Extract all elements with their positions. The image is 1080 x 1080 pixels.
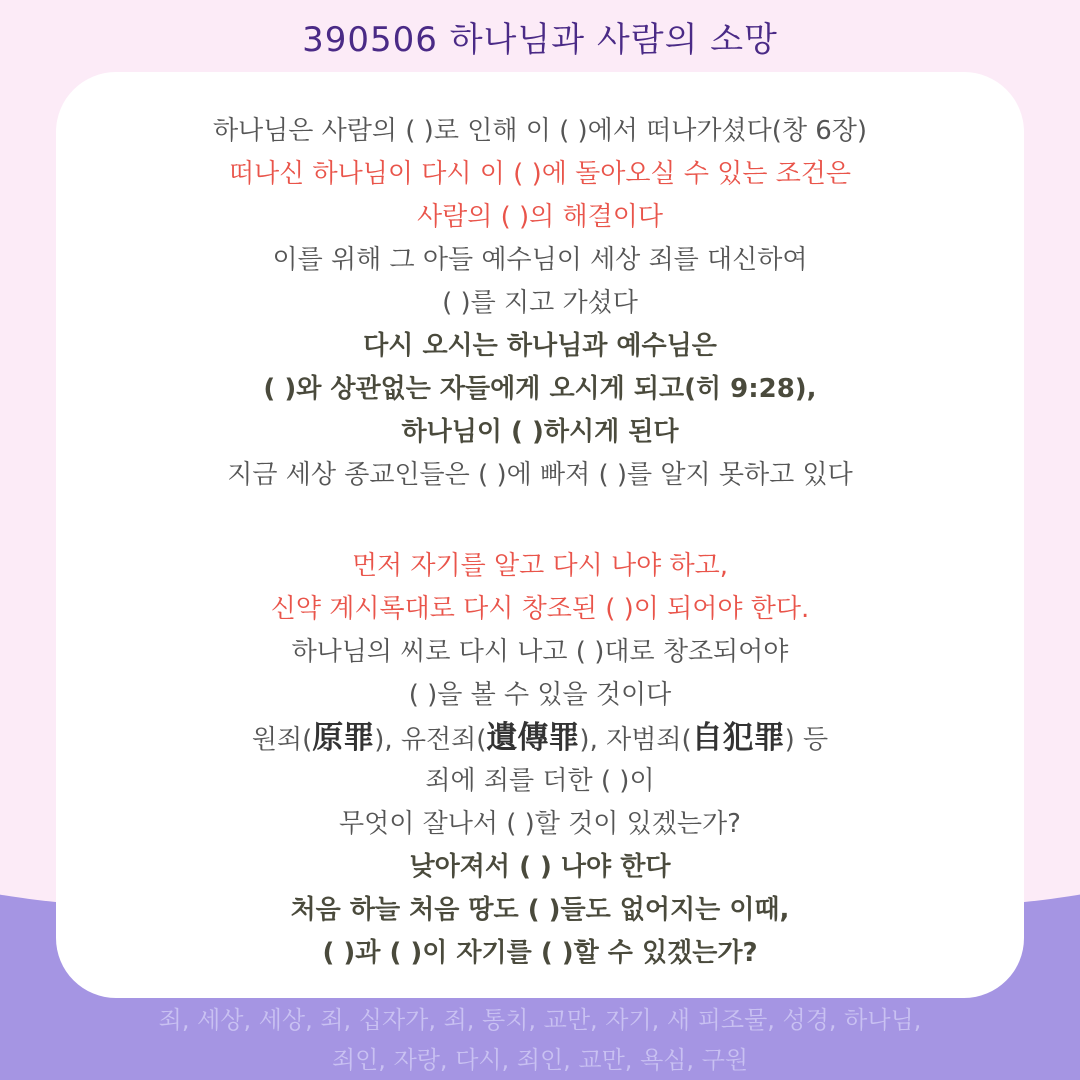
quiz-line-bold: 낮아져서 ( ) 나야 한다 xyxy=(409,852,671,882)
hanja-original-sin: 原罪 xyxy=(312,720,375,756)
quiz-line-bold: 하나님이 ( )하시게 된다 xyxy=(401,417,679,447)
page-title: 390506 하나님과 사람의 소망 xyxy=(302,20,778,60)
hanja-self-committed-sin: 自犯罪 xyxy=(691,720,785,756)
quiz-line-bold: ( )과 ( )이 자기를 ( )할 수 있겠는가? xyxy=(322,938,758,968)
quiz-line: 하나님의 씨로 다시 나고 ( )대로 창조되어야 xyxy=(291,637,789,667)
sin-text: ), 자범죄( xyxy=(579,725,692,755)
quiz-line-bold: 처음 하늘 처음 땅도 ( )들도 없어지는 이때, xyxy=(290,895,790,925)
quiz-lines xyxy=(56,110,1024,975)
answer-line: 죄인, 자랑, 다시, 죄인, 교만, 욕심, 구원 xyxy=(331,1046,749,1074)
quiz-line-bold: 다시 오시는 하나님과 예수님은 xyxy=(363,331,717,361)
sin-text: ) 등 xyxy=(784,725,829,755)
quiz-line-bold: ( )와 상관없는 자들에게 오시게 되고(히 9:28), xyxy=(263,374,817,404)
quiz-line-highlight: 떠나신 하나님이 다시 이 ( )에 돌아오실 수 있는 조건은 xyxy=(228,159,852,189)
sin-text: ), 유전죄( xyxy=(374,725,487,755)
answer-key xyxy=(0,1000,1080,1080)
answer-line: 죄, 세상, 세상, 죄, 십자가, 죄, 통치, 교만, 자기, 새 피조물, 성경, 하나님, xyxy=(158,1006,922,1034)
quiz-line-highlight: 먼저 자기를 알고 다시 나야 하고, xyxy=(351,551,729,581)
blank-spacer xyxy=(56,497,1024,545)
sin-text: 원죄( xyxy=(251,725,313,755)
quiz-line: ( )을 볼 수 있을 것이다 xyxy=(408,680,672,710)
quiz-line: ( )를 지고 가셨다 xyxy=(442,288,638,318)
quiz-line-highlight: 신약 계시록대로 다시 창조된 ( )이 되어야 한다. xyxy=(270,594,810,624)
quiz-line-highlight: 사람의 ( )의 해결이다 xyxy=(416,202,663,232)
quiz-line: 무엇이 잘나서 ( )할 것이 있겠는가? xyxy=(339,809,741,839)
sin-types-line xyxy=(56,717,1024,760)
quiz-line: 이를 위해 그 아들 예수님이 세상 죄를 대신하여 xyxy=(272,245,808,275)
hanja-inherited-sin: 遺傳罪 xyxy=(486,720,580,756)
quiz-line: 죄에 죄를 더한 ( )이 xyxy=(425,766,655,796)
quiz-line: 하나님은 사람의 ( )로 인해 이 ( )에서 떠나가셨다(창 6장) xyxy=(212,116,868,146)
quiz-line: 지금 세상 종교인들은 ( )에 빠져 ( )를 알지 못하고 있다 xyxy=(227,460,853,490)
